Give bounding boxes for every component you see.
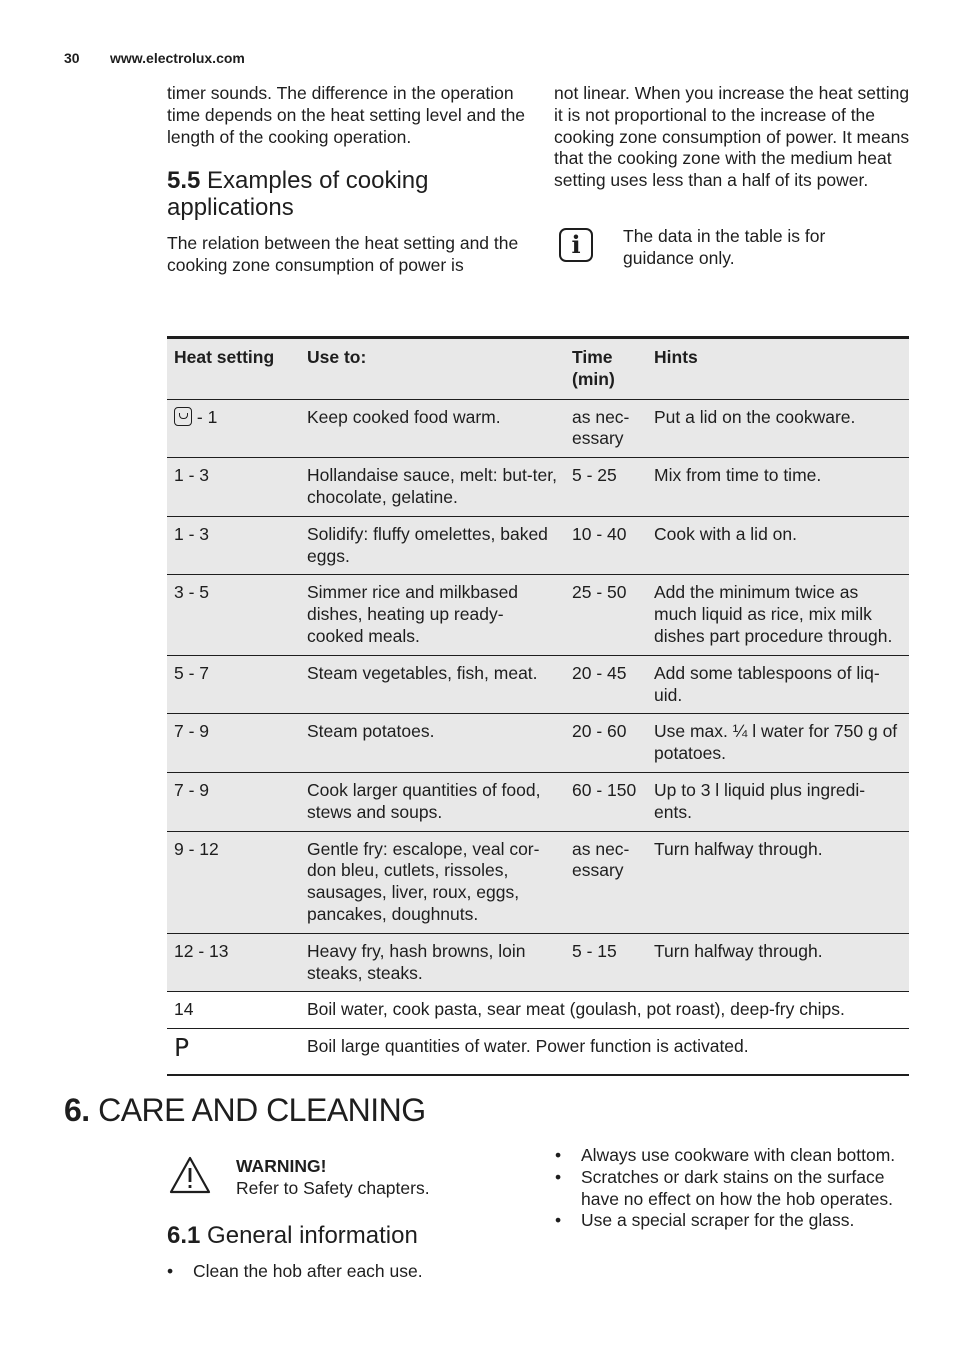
info-note: The data in the table is for guidance only. [623,226,826,268]
list-item: • Clean the hob after each use. [167,1261,527,1283]
body-paragraph: The relation between the heat setting and the cooking zone consumption of power is [167,233,519,276]
table-row [167,933,909,992]
hint-cell: Up to 3 l liquid plus ingredi-ents. [647,772,909,831]
table-row [167,831,909,933]
table-header-row [167,338,909,400]
use-cell: Cook larger quantities of food, stews and soups. [300,772,565,831]
section-6-1 [167,1222,527,1283]
time-cell: 5 - 25 [565,458,647,517]
header-use-to: Use to: [300,338,565,400]
use-cell: Gentle fry: escalope, veal cor-don bleu, cutlets, rissoles, sausages, liver, roux, eggs, pancakes, doughnuts. [300,831,565,933]
keep-warm-icon [174,407,192,426]
page-number: 30 [64,50,80,66]
use-cell: Boil water, cook pasta, sear meat (goulash, pot roast), deep-fry chips. [300,992,909,1029]
heat-cell: 12 - 13 [167,933,300,992]
table-row [167,1029,909,1075]
use-cell: Steam vegetables, fish, meat. [300,655,565,714]
section-title: General information [207,1222,418,1249]
left-column [167,83,527,277]
hint-cell: Put a lid on the cookware. [647,399,909,458]
section-number: 6.1 [167,1222,201,1249]
time-cell: 60 - 150 [565,772,647,831]
heat-cell: 3 - 5 [167,575,300,655]
warning-icon [169,1156,211,1194]
warning-title: WARNING! [236,1156,327,1176]
table-row [167,772,909,831]
time-cell: 20 - 45 [565,655,647,714]
heat-cell: 1 - 3 [167,516,300,575]
section-number: 5.5 [167,167,201,195]
warning-text: Refer to Safety chapters. [236,1177,430,1198]
left-bullet-list [167,1261,527,1283]
use-cell: Heavy fry, hash browns, loin steaks, steaks. [300,933,565,992]
section-heading-6-1 [167,1222,527,1249]
chapter-title: CARE AND CLEANING [98,1092,426,1128]
time-cell: 20 - 60 [565,714,647,773]
use-cell: Simmer rice and milkbased dishes, heating up ready-cooked meals. [300,575,565,655]
use-cell: Steam potatoes. [300,714,565,773]
chapter-heading [64,1090,426,1130]
table-row [167,516,909,575]
header-time: Time (min) [565,338,647,400]
right-bullets-column [555,1145,915,1232]
body-paragraph-continued: not linear. When you increase the heat setting it is not proportional to the increase of the cooking zone consumption of power. It means that the cooking zone with the medium heat setting uses less than a half of its power. [554,83,910,191]
table-row [167,992,909,1029]
heat-cell [167,1029,300,1075]
header-hints: Hints [647,338,909,400]
power-function-symbol: P [174,1033,190,1063]
hint-cell: Use max. ¼ l water for 750 g of potatoes. [647,714,909,773]
right-column [554,83,914,192]
heat-cell: 7 - 9 [167,714,300,773]
hint-cell: Turn halfway through. [647,933,909,992]
time-cell: 5 - 15 [565,933,647,992]
table-row [167,399,909,458]
table-row [167,575,909,655]
time-cell: 25 - 50 [565,575,647,655]
use-cell: Keep cooked food warm. [300,399,565,458]
time-cell: as nec-essary [565,831,647,933]
use-cell: Boil large quantities of water. Power function is activated. [300,1029,909,1075]
list-item: • Scratches or dark stains on the surface have no effect on how the hob operates. [555,1167,915,1211]
chapter-number: 6. [64,1092,90,1128]
time-cell: 10 - 40 [565,516,647,575]
header-heat-setting: Heat setting [167,338,300,400]
hint-cell: Turn halfway through. [647,831,909,933]
time-cell: as nec-essary [565,399,647,458]
warning-block [236,1156,496,1200]
heat-cell: 14 [167,992,300,1029]
heat-cell: - 1 [167,399,300,458]
list-item: • Use a special scraper for the glass. [555,1210,915,1232]
heat-cell: 9 - 12 [167,831,300,933]
heat-cell: 7 - 9 [167,772,300,831]
right-bullet-list [555,1145,915,1232]
website-url: www.electrolux.com [110,50,245,66]
use-cell: Solidify: fluffy omelettes, baked eggs. [300,516,565,575]
heat-cell: 5 - 7 [167,655,300,714]
table-row [167,714,909,773]
heat-cell: 1 - 3 [167,458,300,517]
hint-cell: Add the minimum twice as much liquid as rice, mix milk dishes part procedure through. [647,575,909,655]
info-icon: i [559,228,593,262]
table-row [167,655,909,714]
page-header [64,50,245,66]
use-cell: Hollandaise sauce, melt: but-ter, chocolate, gelatine. [300,458,565,517]
section-heading-5-5 [167,167,527,221]
cooking-table [167,336,909,1076]
table-row [167,458,909,517]
hint-cell: Cook with a lid on. [647,516,909,575]
intro-paragraph: timer sounds. The difference in the operation time depends on the heat setting level and the length of the cooking operation. [167,83,526,147]
section-title: Examples of cooking applications [167,167,429,222]
list-item: • Always use cookware with clean bottom. [555,1145,915,1167]
hint-cell: Mix from time to time. [647,458,909,517]
hint-cell: Add some tablespoons of liq-uid. [647,655,909,714]
